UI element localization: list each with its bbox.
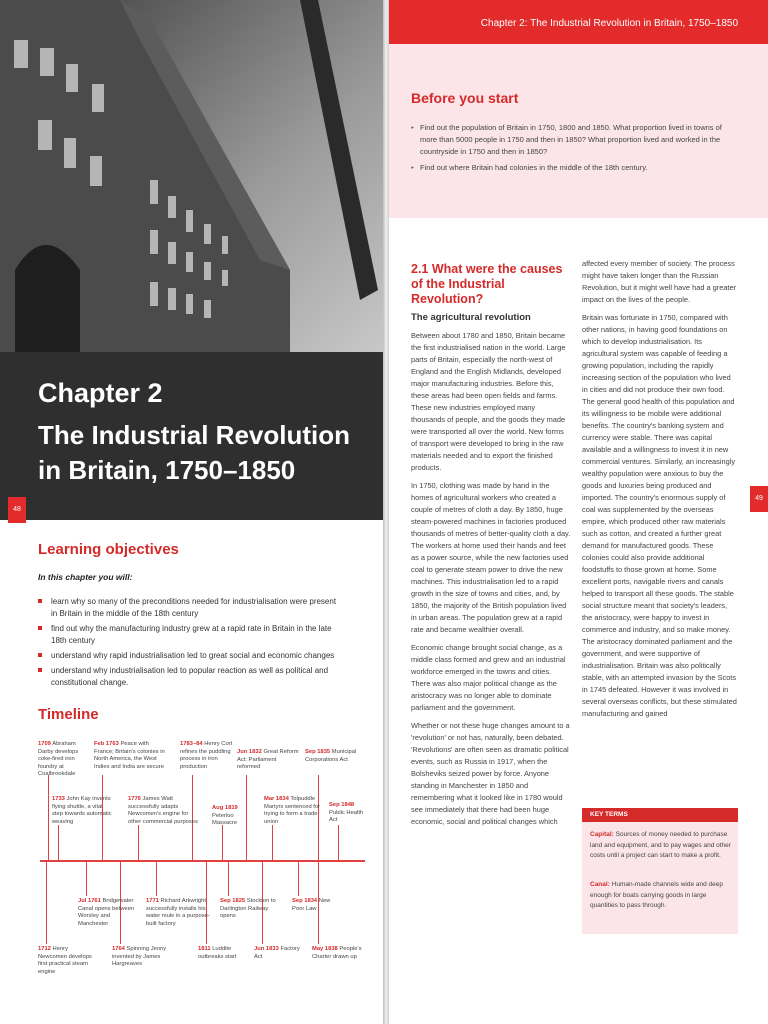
right-page (389, 0, 768, 1024)
learning-objectives-heading: Learning objectives (38, 541, 179, 558)
timeline-event: Feb 1763 Peace with France; Britain's colonies in North America, the West Indies and India are secure (94, 741, 165, 770)
learning-objectives-list (38, 596, 343, 692)
timeline-tick (222, 825, 223, 861)
timeline-event: 1733 John Kay invents flying shuttle, a vital step towards automatic weaving (52, 796, 112, 825)
timeline-event: May 1838 People's Charter drawn up (312, 946, 362, 960)
timeline-tick (46, 862, 47, 944)
page-number-left: 48 (8, 497, 26, 523)
before-you-start-heading: Before you start (411, 90, 519, 106)
page-number-right: 49 (750, 486, 768, 512)
learning-objectives-intro: In this chapter you will: (38, 572, 133, 582)
text-column-2 (582, 258, 738, 726)
timeline-event: 1764 Spinning Jenny invented by James Hargreaves (112, 946, 167, 967)
timeline-event: 1776 James Watt successfully adapts Newcomen's engine for other commercial purposes (128, 796, 198, 825)
timeline-tick (138, 825, 139, 861)
timeline-tick (298, 862, 299, 896)
timeline-event: 1709 Abraham Darby develops coke-fired iron foundry at Coalbrookdale (38, 741, 79, 777)
key-term-entry: Canal: Human-made channels wide and deep enough for boats carrying goods in large quantities to pass through. (590, 881, 723, 909)
paragraph: affected every member of society. The process might have taken longer than the Russian Revolution, but it might well have had a greater impact on the lives of the people. (582, 259, 737, 304)
timeline-event: Jun 1833 Factory Act (254, 946, 300, 960)
timeline-event: Sep 1825 Stockton to Darlington Railway opens (220, 898, 276, 919)
timeline-tick (156, 862, 157, 896)
timeline-event: Jun 1832 Great Reform Act: Parliament reformed (237, 749, 299, 770)
paragraph: Economic change brought social change, as a middle class formed and grew and an industrial workforce emerged in the towns and cities. There was also major political change as the aristocracy was no longer able to dominate parliament and the government. (411, 643, 566, 712)
timeline-event: Sep 1834 New Poor Law (292, 898, 331, 912)
key-terms-box (582, 810, 738, 934)
chapter-title: The Industrial Revolution in Britain, 1750–1850 (38, 420, 351, 485)
timeline-event: 1783–84 Henry Cort refines the puddling process in iron production (180, 741, 233, 770)
before-you-start-item: • Find out where Britain had colonies in the middle of the 18th century. (411, 162, 741, 174)
objective-item: understand why rapid industrialisation led to great social and economic changes (38, 650, 343, 662)
text-column-1 (411, 330, 571, 834)
mill-building-image (0, 0, 385, 352)
timeline-event: Jul 1761 Bridgewater Canal opens between Worsley and Manchester (78, 898, 135, 927)
paragraph: Between about 1780 and 1850, Britain became the first industrialised nation in the world. Large parts of Britain, especially the north-west of England and the English Midlands, developed major manufacturing industries. Before this, these areas had been open fields and farms. These new industries employed many thousands of people, and the goods they made were transported all over the world. New forms of transport were developed to bring in the raw materials needed and to export the finished products. (411, 331, 566, 472)
before-you-start-list (411, 122, 741, 178)
subheading: The agricultural revolution (411, 312, 531, 323)
before-you-start-item: • Find out the population of Britain in 1750, 1800 and 1850. What proportion lived in towns of more than 5000 people in 1750 and then in 1850? What proportion lived and worked in the countryside in 1750 and then in 1850? (411, 122, 741, 158)
paragraph: Britain was fortunate in 1750, compared with other nations, in having good foundations on which to develop industrialisation. Its agricultural system was capable of feeding a growing population, including the rapidly increasing section of the population who lived in cities and did not produce their own food. The general good health of this population and its willingness to be mobile were additional benefits. The country's banking system and currency were stable. There was capital available and a willingness to invest it in new commercial ventures. Similarly, an increasingly wealthy population were anxious to buy the goods and luxuries being produced and imported. The country's enormous supply of coal was supplemented by the overseas empire, which produced other raw materials such as cotton, and created a further great demand for manufactured goods. These colonies could also provide additional foodstuffs to those grown at home. Some excellent ports, navigable rivers and canals helped to transport all these goods. The stable social structure meant that society's leaders, the aristocracy, were happy to invest in commerce and industry, and so make money. The aristocracy dominated parliament and the government, and were supportive of industrialisation. Britain was also politically stable, with an attempted invasion by the Scots in 1745 defeated. However it was involved in several overseas conflicts, but these stimulated manufacturing and gained (582, 313, 737, 718)
key-term-entry: Capital: Sources of money needed to purchase land and equipment, and to pay wages and other costs until a project can start to make a profit. (590, 831, 731, 859)
timeline-tick (272, 825, 273, 861)
mill-photo (0, 0, 385, 352)
timeline-event: Aug 1819 Peterloo Massacre (212, 805, 238, 826)
timeline-tick (48, 775, 49, 861)
timeline-event: 1811 Luddite outbreaks start (198, 946, 237, 960)
timeline-tick (338, 825, 339, 861)
timeline-tick (86, 862, 87, 896)
chapter-number: Chapter 2 (38, 378, 163, 408)
objective-item: understand why industrialisation led to popular reaction as well as political and constitutional change. (38, 665, 343, 689)
timeline-event: Sep 1848 Public Health Act (329, 802, 364, 823)
paragraph: Whether or not these huge changes amount to a 'revolution' or not has, naturally, been debated. 'Revolutions' are often seen as dramatic political events, such as Russia in 1917, when the Bolsheviks seized power by force. Anyone standing in Manchester in 1850 and remembering what it looked like in 1780 would see immediately that there had been huge economic, social and political changes which (411, 721, 570, 826)
timeline-event: Mar 1834 Tolpuddle Martyrs sentenced for trying to form a trade union (264, 796, 321, 825)
timeline-tick (228, 862, 229, 896)
timeline-event: Sep 1835 Municipal Corporations Act (305, 749, 357, 763)
paragraph: In 1750, clothing was made by hand in the homes of agricultural workers who created a couple of metres of cloth a day. By 1850, huge steam-powered machines in factories produced thousands of metres of better-quality cloth a day. The workers at home used their hands and feet as a power source, while the new factories used coal to generate steam power to drive the new machines. This industrialisation led to a rapid growth in the size of towns and cities, and, by 1850, the majority of the British population lived in urban areas. The population grew at a rapid rate and became wealthier overall. (411, 481, 571, 634)
running-header: Chapter 2: The Industrial Revolution in Britain, 1750–1850 (480, 18, 738, 29)
timeline-event: 1771 Richard Arkwright successfully installs his water mule in a purpose-built factory (146, 898, 210, 927)
section-heading: 2.1 What were the causes of the Industrial Revolution? (411, 262, 563, 306)
timeline-heading: Timeline (38, 706, 99, 723)
objective-item: find out why the manufacturing industry grew at a rapid rate in Britain in the late 18th century (38, 623, 343, 647)
timeline-axis (40, 860, 365, 862)
key-terms-label: KEY TERMS (582, 808, 738, 822)
timeline-tick (58, 825, 59, 861)
timeline-event: 1712 Henry Newcomen develops first practical steam engine (38, 946, 92, 975)
objective-item: learn why so many of the preconditions needed for industrialisation were present in Britain in the middle of the 18th century (38, 596, 343, 620)
